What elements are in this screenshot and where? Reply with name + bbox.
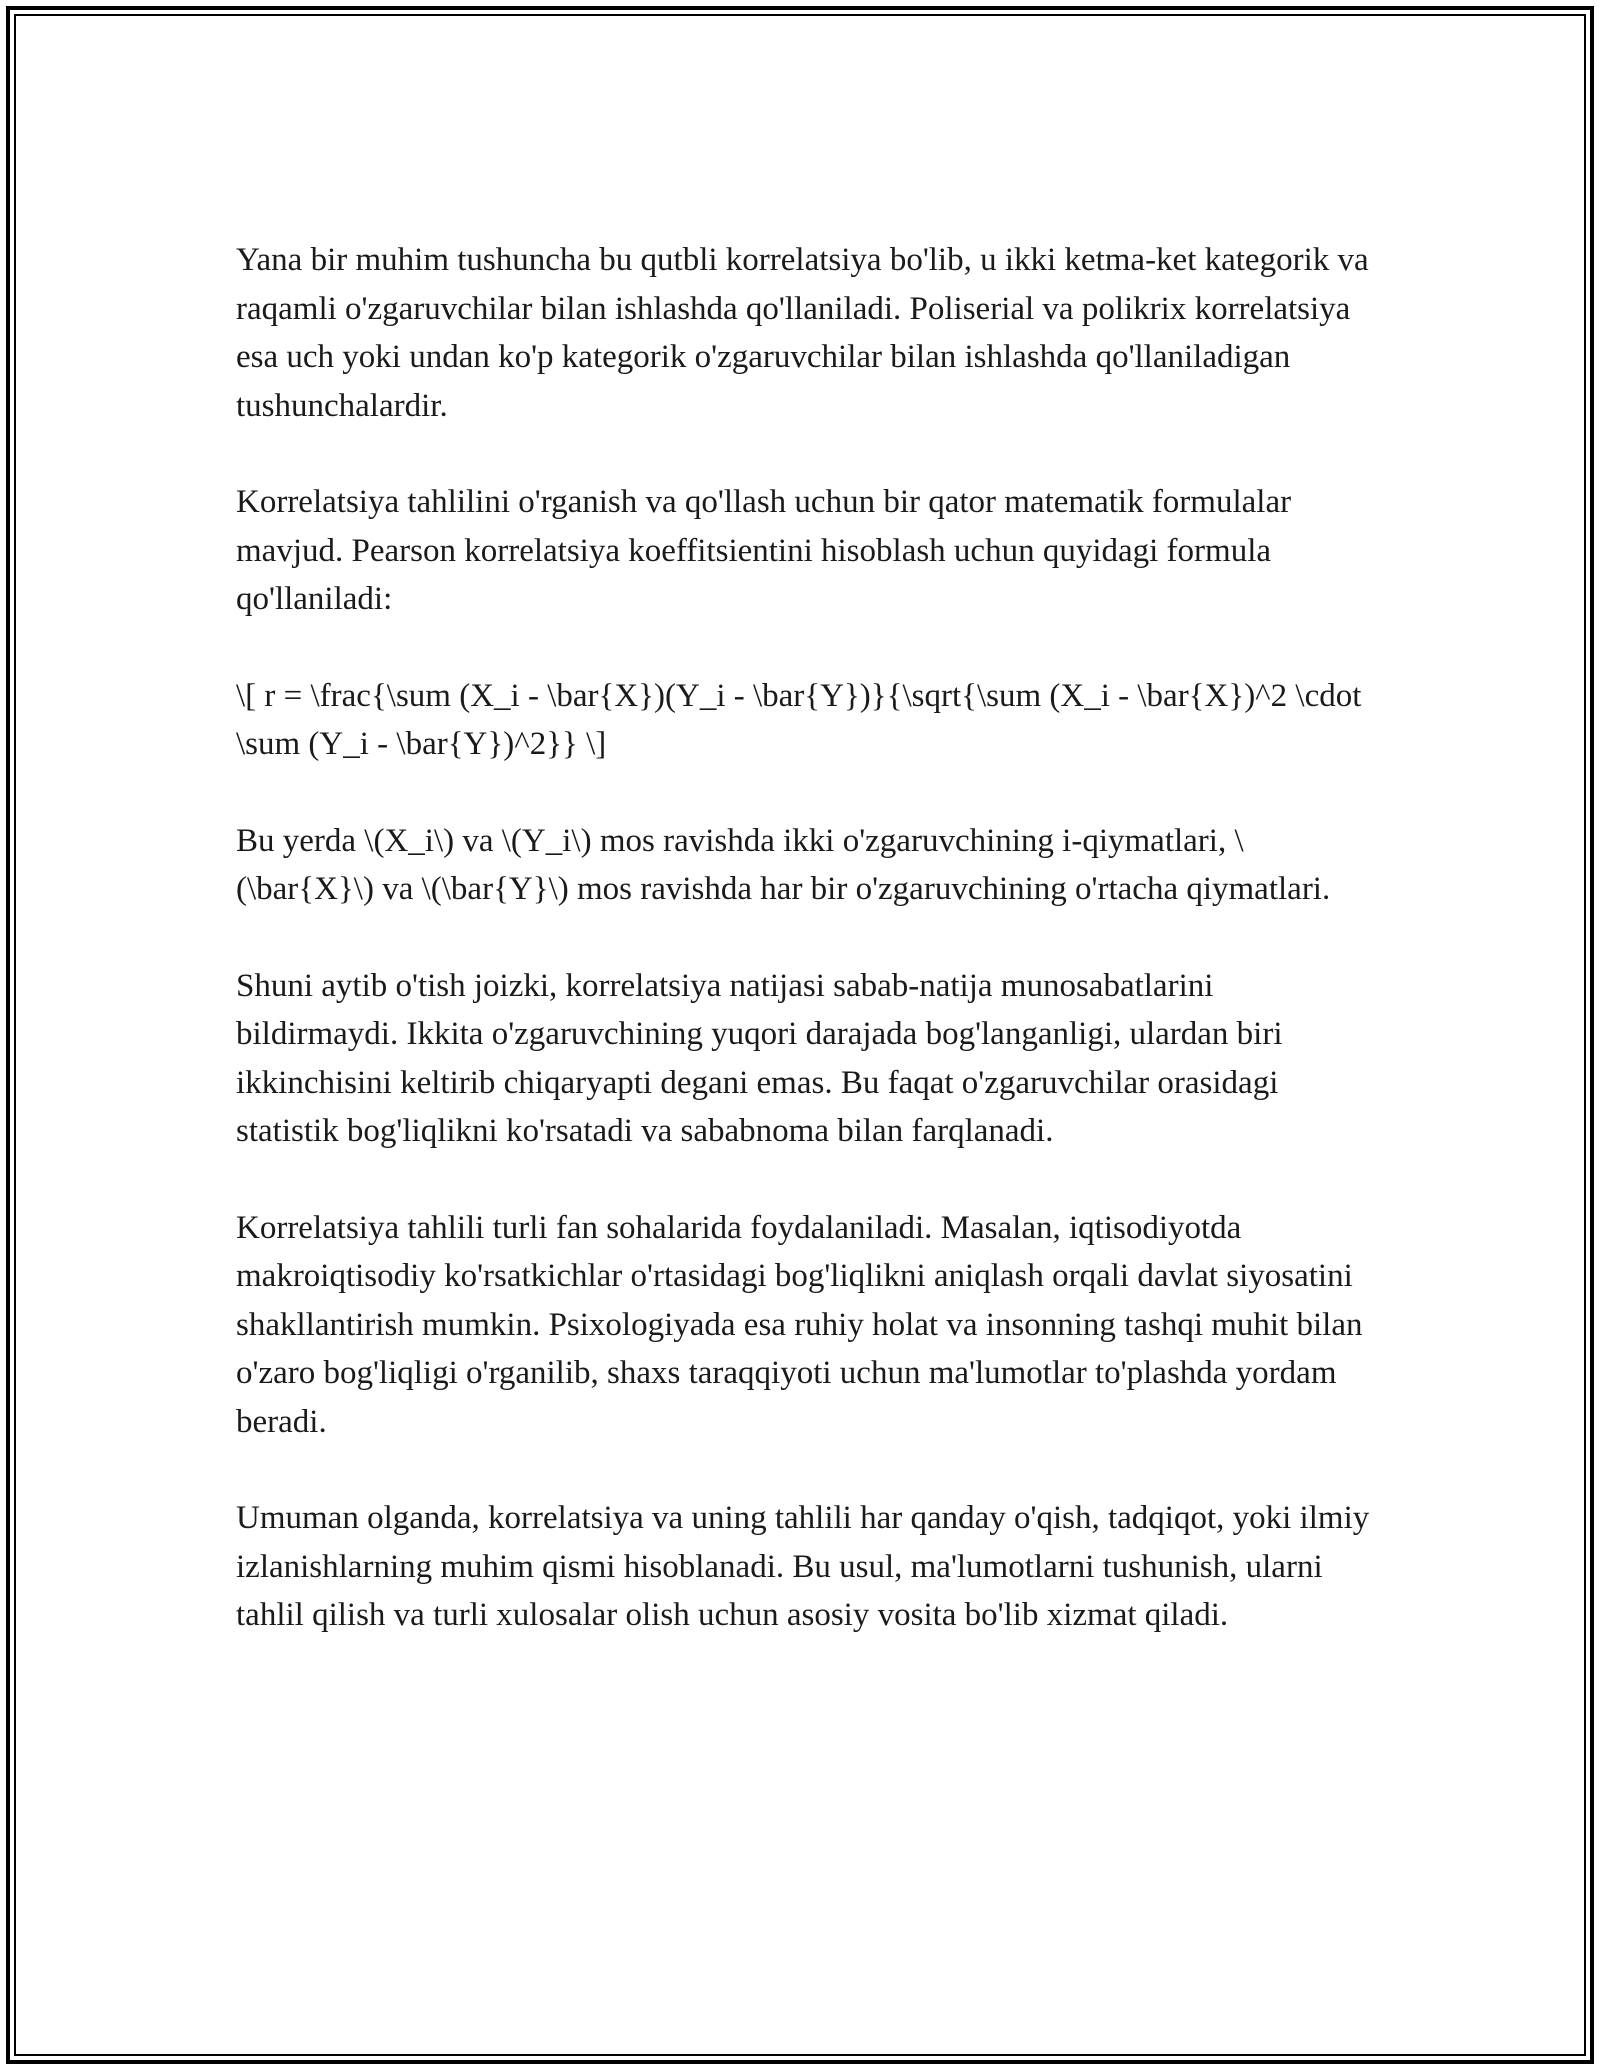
paragraph-conclusion: Umuman olganda, korrelatsiya va uning tahlili har qanday o'qish, tadqiqot, yoki ilmiy izlanishlarning muhim qismi hisoblanadi. Bu usul, ma'lumotlarni tushunish, ularni tahlil qilish va turli xulosalar olish uchun asosiy vosita bo'lib xizmat qiladi. [236, 1500, 1370, 1633]
paragraph-polar-correlation: Yana bir muhim tushuncha bu qutbli korrelatsiya bo'lib, u ikki ketma-ket kategorik va raqamli o'zgaruvchilar bilan ishlashda qo'llaniladi. Poliserial va polikrix korrelatsiya esa uch yoki undan ko'p kategorik o'zgaruvchilar bilan ishlashda qo'llaniladigan tushunchalardir. [236, 242, 1369, 424]
paragraph-applications: Korrelatsiya tahlili turli fan sohalarida foydalaniladi. Masalan, iqtisodiyotda makroiqtisodiy ko'rsatkichlar o'rtasidagi bog'liqlikni aniqlash orqali davlat siyosatini shakllantirish mumkin. Psixologiyada esa ruhiy holat va insonning tashqi muhit bilan o'zaro bog'liqligi o'rganilib, shaxs taraqqiyoti uchun ma'lumotlar to'plashda yordam beradi. [236, 1209, 1363, 1440]
paragraph-causation-note: Shuni aytib o'tish joizki, korrelatsiya natijasi sabab-natija munosabatlarini bildirmaydi. Ikkita o'zgaruvchining yuqori darajada bog'langanligi, ulardan biri ikkinchisini keltirib chiqaryapti degani emas. Bu faqat o'zgaruvchilar orasidagi statistik bog'liqlikni ko'rsatadi va sababnoma bilan farqlanadi. [236, 967, 1283, 1149]
paragraph-formula-explanation: Bu yerda \(X_i\) va \(Y_i\) mos ravishda ikki o'zgaruvchining i-qiymatlari, \(\bar{X}\) va \(\bar{Y}\) mos ravishda har bir o'zgaruvchining o'rtacha qiymatlari. [236, 822, 1331, 907]
pearson-formula: \[ r = \frac{\sum (X_i - \bar{X})(Y_i - \bar{Y})}{\sqrt{\sum (X_i - \bar{X})^2 \cdot \sum (Y_i - \bar{Y})^2}} \] [236, 677, 1362, 762]
paragraph-formulas-intro: Korrelatsiya tahlilini o'rganish va qo'llash uchun bir qator matematik formulalar mavjud. Pearson korrelatsiya koeffitsientini hisoblash uchun quyidagi formula qo'llaniladi: [236, 484, 1292, 617]
document-body [236, 236, 1376, 1688]
